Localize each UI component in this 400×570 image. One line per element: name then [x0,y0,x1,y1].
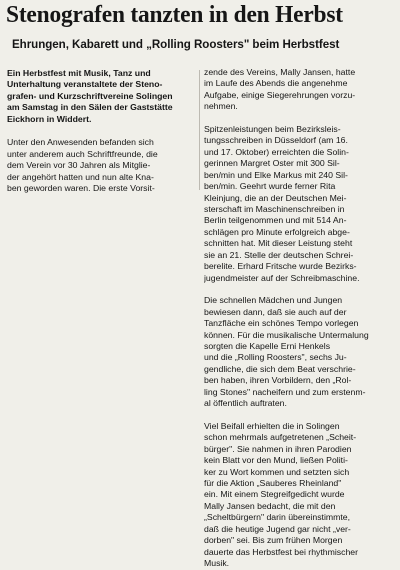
text-line: nehmen. [204,101,238,112]
article-subheadline: Ehrungen, Kabarett und „Rolling Roosters" beim Herbstfest [12,38,340,51]
text-line: Kleinjung, die an der Deutschen Mei- [204,192,347,203]
text-line: Aufgabe, einige Siegerehrungen vorzu- [204,89,356,100]
text-line: und die „Rolling Roosters", sechs Ju- [204,352,347,363]
text-line: zende des Vereins, Mally Jansen, hatte [204,67,356,77]
text-line: gerinnen Margret Oster mit 300 Sil- [204,158,340,169]
text-line: ben haben, ihren Vorbildern, den „Rol- [204,375,352,386]
text-line: dauerte das Herbstfest bei rhythmischer [204,546,359,557]
text-line: für die Aktion „Sauberes Rheinland" [204,477,342,488]
text-line: Unter den Anwesenden befanden sich [7,137,154,148]
text-line: Ein Herbstfest mit Musik, Tanz und [7,68,151,78]
text-line: ein. Mit einem Stegreifgedicht wurde [204,489,345,500]
text-line: Viel Beifall erhielten die in Solingen [204,420,340,431]
text-line: schon mehrmals aufgetretenen „Scheit- [204,432,357,443]
text-line: schnitten hat. Mit dieser Leistung steht [204,238,353,249]
text-line: sie an 21. Stelle der deutschen Schrei- [204,249,354,260]
body-paragraph [204,421,396,570]
text-line: unter anderem auch Schriftfreunde, die [7,148,158,159]
text-line: der angehört hatten und nun alte Kna- [7,171,154,182]
article-headline: Stenografen tanzten in den Herbst [6,1,343,28]
text-line: ling Stones" nacheifern und zum erstenm- [204,386,366,397]
text-line: schlägen pro Minute erfolgreich abge- [204,226,350,237]
text-line: sorgten die Kapelle Erni Henkels [204,340,331,351]
text-line: berelite. Erhard Fritsche wurde Bezirks- [204,261,357,272]
text-line: sterschaft im Maschinenschreiben in [204,203,345,214]
text-line: grafen- und Kurzschriftvereine Solingen [7,90,173,101]
text-line: jugendmeister auf der Schreibmaschine. [204,272,360,283]
text-line: Musik. [204,558,230,569]
text-line: tungsschreiben in Düsseldorf (am 16. [204,135,348,146]
text-line: Spitzenleistungen beim Bezirksleis- [204,123,341,134]
body-paragraph [7,137,197,194]
text-line: daß die heutige Jugend gar nicht „ver- [204,523,351,534]
body-paragraph [204,124,396,284]
text-line: Die schnellen Mädchen und Jungen [204,295,343,306]
text-line: ker zu Wort kommen und setzten sich [204,466,350,477]
text-line: ben geworden waren. Die erste Vorsit- [7,183,155,194]
text-line: Berlin teilgenommen und mit 514 An- [204,215,347,226]
text-line: „Scheltbürgern" darin übereinstimmte, [204,512,351,523]
text-line: ben/min und Elke Markus mit 240 Sil- [204,169,348,180]
text-line: kein Blatt vor den Mund, ließen Politi- [204,455,348,466]
text-line: Mally Jansen bedacht, die mit den [204,500,336,511]
right-column [204,67,396,570]
text-line: Unterhaltung veranstaltete der Steno- [7,79,163,90]
text-line: dem Verein vor 30 Jahren als Mitglie- [7,160,151,171]
body-paragraph [204,67,396,113]
text-line: im Laufe des Abends die angenehme [204,78,348,89]
text-line: ben/min. Geehrt wurde ferner Rita [204,181,336,192]
text-line: und 17. Oktober) erreichten die Solin- [204,146,349,157]
text-line: dorben" sei. Bis zum frühen Morgen [204,535,343,546]
text-line: können. Für die musikalische Untermalung [204,329,369,340]
text-line: Eickhorn in Widdert. [7,113,92,124]
text-line: bürger". Sie nahmen in ihren Parodien [204,443,352,454]
lead-paragraph [7,68,197,125]
text-line: bewiesen dann, daß sie auch auf der [204,306,347,317]
text-line: am Samstag in den Sälen der Gaststätte [7,102,173,113]
text-line: Tanzfläche ein schönes Tempo vorlegen [204,318,359,329]
body-paragraph [204,295,396,410]
column-divider [199,70,200,190]
left-column [7,68,197,195]
text-line: gendliche, die sich dem Beat verschrie- [204,363,356,374]
text-line: al öffentlich auftraten. [204,398,287,409]
